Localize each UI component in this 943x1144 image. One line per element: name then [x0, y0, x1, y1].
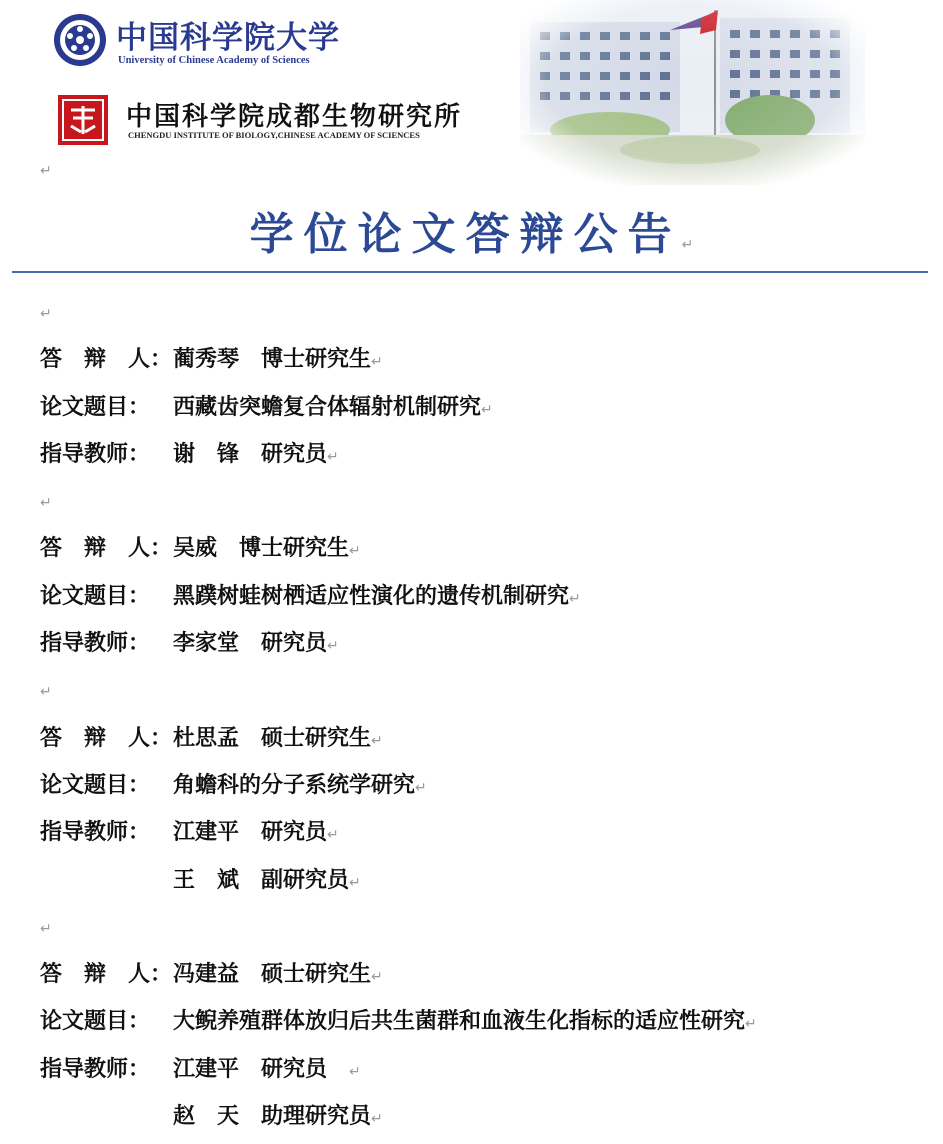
- paragraph-mark: ↵: [349, 1063, 361, 1080]
- advisor-title: 研究员: [261, 1056, 328, 1082]
- paragraph-mark: ↵: [371, 354, 383, 371]
- paragraph-mark: ↵: [349, 543, 361, 560]
- paragraph-mark: ↵: [745, 1016, 757, 1033]
- paragraph-mark: ↵: [349, 874, 361, 891]
- advisor-name: 江建平: [173, 820, 240, 846]
- topic-label: 论文题目：: [40, 1009, 151, 1035]
- defender-line: [40, 336, 940, 383]
- degree: 博士研究生: [261, 347, 372, 373]
- advisor-line: [40, 809, 940, 856]
- topic-label: 论文题目：: [40, 772, 151, 798]
- topic-line: [40, 384, 940, 431]
- institute-english-name: CHENGDU INSTITUTE OF BIOLOGY,CHINESE ACADEMY OF SCIENCES: [128, 130, 420, 140]
- paragraph-mark: ↵: [415, 779, 427, 796]
- paragraph-mark: ↵: [371, 969, 383, 986]
- paragraph-mark: ↵: [327, 638, 339, 655]
- topic-line: [40, 762, 940, 809]
- defender-line: [40, 715, 940, 762]
- title-divider: [12, 271, 928, 273]
- ucas-english-name: University of Chinese Academy of Sciences: [118, 55, 310, 66]
- defender-name: 杜思孟: [173, 725, 240, 751]
- degree: 硕士研究生: [261, 725, 372, 751]
- campus-building-image: [520, 0, 865, 185]
- advisor-title: 助理研究员: [261, 1104, 372, 1130]
- paragraph-mark: ↵: [40, 495, 52, 512]
- advisor-name: 江建平: [173, 1056, 240, 1082]
- advisor-title: 副研究员: [261, 867, 350, 893]
- defender-label: 答 辩 人：: [40, 347, 173, 373]
- paragraph-mark: ↵: [40, 684, 52, 701]
- paragraph-mark: ↵: [569, 590, 581, 607]
- defender-line: [40, 951, 940, 998]
- advisor-name: 赵 天: [173, 1104, 240, 1130]
- thesis-topic: 角蟾科的分子系统学研究: [173, 772, 416, 798]
- ucas-emblem-icon: [52, 12, 108, 68]
- blank-line: [40, 289, 940, 336]
- advisor-line: [40, 431, 940, 478]
- advisor-line-secondary: [40, 1093, 940, 1140]
- thesis-topic: 西藏齿突蟾复合体辐射机制研究: [173, 394, 482, 420]
- defender-name: 冯建益: [173, 962, 240, 988]
- paragraph-mark: ↵: [481, 401, 493, 418]
- institute-seal-icon: [57, 94, 109, 146]
- paragraph-mark: ↵: [327, 827, 339, 844]
- defender-label: 答 辩 人：: [40, 962, 173, 988]
- thesis-topic: 大鲵养殖群体放归后共生菌群和血液生化指标的适应性研究: [173, 1009, 746, 1035]
- advisor-name: 王 斌: [173, 867, 240, 893]
- advisor-line: [40, 620, 940, 667]
- document-title: [0, 198, 943, 262]
- advisor-name: 李家堂: [173, 631, 240, 657]
- thesis-topic: 黑蹼树蛙树栖适应性演化的遗传机制研究: [173, 583, 570, 609]
- paragraph-mark: ↵: [40, 920, 52, 937]
- announcement-body: [40, 289, 940, 1140]
- advisor-name: 谢 锋: [173, 441, 240, 467]
- document-title-text: 学位论文答辩公告: [249, 209, 682, 260]
- advisor-line-secondary: [40, 857, 940, 904]
- defender-name: 蔺秀琴: [173, 347, 240, 373]
- advisor-label: 指导教师：: [40, 1056, 151, 1082]
- advisor-title: 研究员: [261, 441, 328, 467]
- topic-label: 论文题目：: [40, 583, 151, 609]
- topic-line: [40, 573, 940, 620]
- degree: 硕士研究生: [261, 962, 372, 988]
- ucas-name: 中国科学院大学: [116, 20, 340, 56]
- blank-line: [40, 478, 940, 525]
- paragraph-mark: ↵: [327, 448, 339, 465]
- letterhead: [0, 0, 943, 185]
- advisor-title: 研究员: [261, 820, 328, 846]
- advisor-label: 指导教师：: [40, 631, 151, 657]
- blank-line: [40, 904, 940, 951]
- defender-line: [40, 525, 940, 572]
- topic-line: [40, 998, 940, 1045]
- defender-name: 吴威: [173, 536, 218, 562]
- topic-label: 论文题目：: [40, 394, 151, 420]
- advisor-line: [40, 1046, 940, 1093]
- paragraph-mark: ↵: [371, 732, 383, 749]
- defender-label: 答 辩 人：: [40, 725, 173, 751]
- defender-label: 答 辩 人：: [40, 536, 173, 562]
- paragraph-mark: ↵: [40, 163, 52, 179]
- paragraph-mark: ↵: [681, 237, 694, 253]
- institute-name: 中国科学院成都生物研究所: [126, 102, 463, 132]
- blank-line: [40, 667, 940, 714]
- advisor-label: 指导教师：: [40, 441, 151, 467]
- degree: 博士研究生: [239, 536, 350, 562]
- advisor-label: 指导教师：: [40, 820, 151, 846]
- paragraph-mark: ↵: [371, 1111, 383, 1128]
- paragraph-mark: ↵: [40, 306, 52, 322]
- advisor-title: 研究员: [261, 631, 328, 657]
